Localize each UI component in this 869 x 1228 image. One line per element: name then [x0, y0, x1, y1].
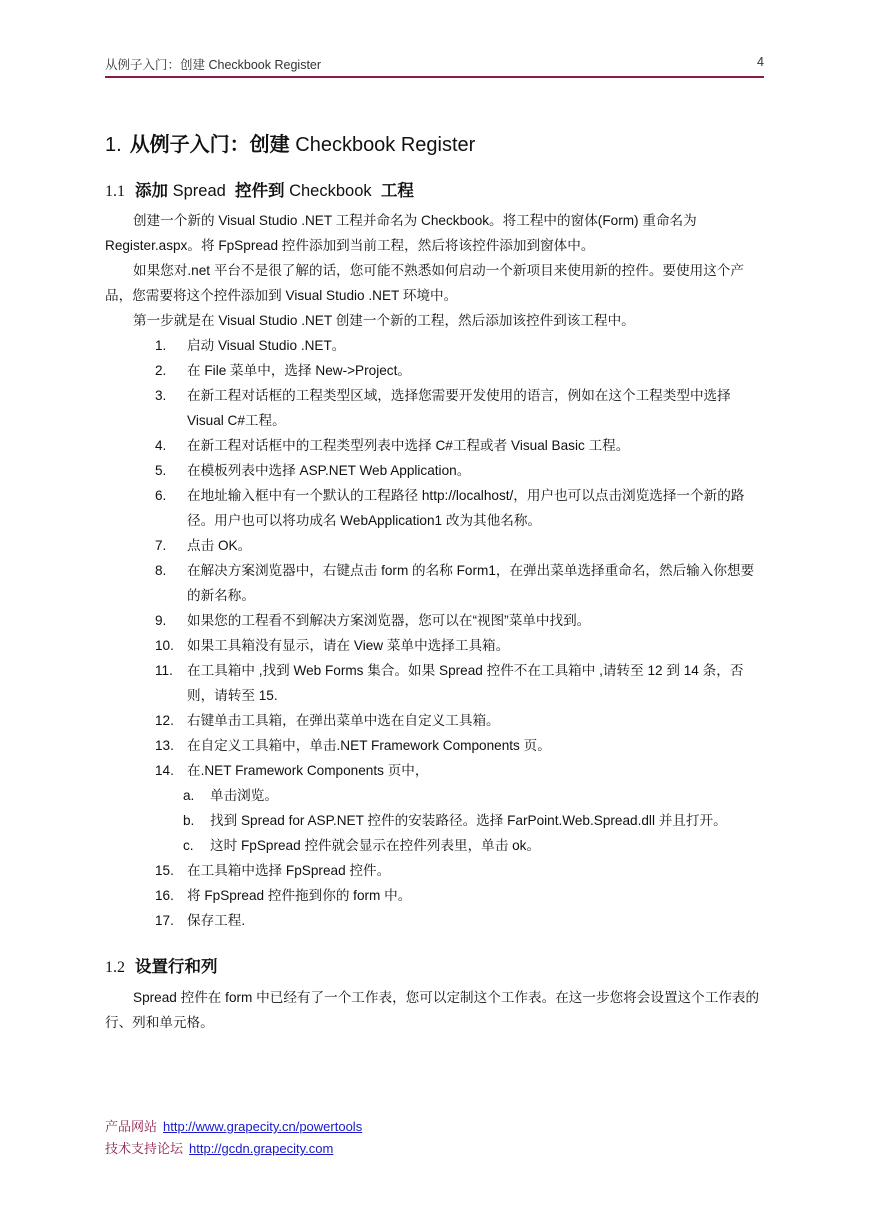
list-item	[105, 608, 765, 633]
list-item	[105, 908, 765, 933]
paragraph	[105, 985, 765, 1035]
list-number: 10.	[155, 638, 174, 653]
footer-forum-link[interactable]: http://gcdn.grapecity.com	[189, 1141, 334, 1156]
list-text: 右键单击工具箱，在弹出菜单中选在自定义工具箱。	[187, 713, 500, 728]
list-item	[105, 633, 765, 658]
section-title-bold: 从例子入门：创建	[129, 134, 290, 156]
subsection-title: 设置行和列	[135, 958, 218, 976]
list-item	[105, 358, 765, 383]
sub-list-item	[105, 783, 765, 808]
list-text: 在新工程对话框的工程类型区域，选择您需要开发使用的语言，例如在这个工程类型中选择 Visual C#工程。	[187, 388, 731, 428]
paragraph-text: Spread 控件在 form 中已经有了一个工作表，您可以定制这个工作表。在这一步您将会设置这个工作表的行、列和单元格。	[105, 990, 760, 1030]
sub-list-letter: c.	[183, 838, 194, 853]
page-number: 4	[757, 55, 764, 69]
sub-list-letter: b.	[183, 813, 195, 828]
list-item	[105, 483, 765, 533]
paragraph-text: 第一步就是在 Visual Studio .NET 创建一个新的工程，然后添加该控件到该工程中。	[133, 313, 635, 328]
list-number: 16.	[155, 888, 174, 903]
list-number: 17.	[155, 913, 174, 928]
list-text: 在新工程对话框中的工程类型列表中选择 C#工程或者 Visual Basic 工程。	[187, 438, 630, 453]
header-title: 从例子入门：创建 Checkbook Register	[105, 58, 322, 72]
list-item	[105, 858, 765, 883]
list-item	[105, 558, 765, 608]
paragraph	[105, 258, 765, 308]
list-text: 启动 Visual Studio .NET。	[187, 338, 346, 353]
list-number: 5.	[155, 463, 167, 478]
paragraph	[105, 208, 765, 258]
steps-list	[105, 333, 765, 933]
sub-list-text: 单击浏览。	[210, 788, 278, 803]
list-item	[105, 733, 765, 758]
sub-list-item	[105, 833, 765, 858]
subsection-heading-1-2	[105, 953, 218, 977]
list-number: 4.	[155, 438, 167, 453]
paragraph-text: 创建一个新的 Visual Studio .NET 工程并命名为 Checkbook。将工程中的窗体(Form) 重命名为 Register.aspx。将 FpSpread 控件添加到当前工程，然后将该控件添加到窗体中。	[105, 213, 697, 253]
list-text: 在模板列表中选择 ASP.NET Web Application。	[187, 463, 471, 478]
footer-site	[105, 1116, 362, 1135]
list-text: 在工具箱中选择 FpSpread 控件。	[187, 863, 391, 878]
section-number: 1.	[105, 134, 122, 156]
subsection-title-part: Checkbook	[289, 182, 372, 200]
list-text: 在 File 菜单中，选择 New->Project。	[187, 363, 411, 378]
list-item	[105, 433, 765, 458]
list-item	[105, 758, 765, 783]
sub-list-text: 这时 FpSpread 控件就会显示在控件列表里，单击 ok。	[210, 838, 541, 853]
list-number: 15.	[155, 863, 174, 878]
list-number: 1.	[155, 338, 167, 353]
list-text: 在自定义工具箱中，单击.NET Framework Components 页。	[187, 738, 551, 753]
sub-list-item	[105, 808, 765, 833]
list-text: 在工具箱中 ,找到 Web Forms 集合。如果 Spread 控件不在工具箱中 ,请转至 12 到 14 条，否则，请转至 15.	[187, 663, 744, 703]
list-item	[105, 333, 765, 358]
list-text: 在地址输入框中有一个默认的工程路径 http://localhost/，用户也可以点击浏览选择一个新的路径。用户也可以将功成名 WebApplication1 改为其他名称。	[187, 488, 745, 528]
list-number: 11.	[155, 663, 173, 678]
section-title-rest: Checkbook Register	[295, 134, 476, 156]
list-number: 6.	[155, 488, 167, 503]
list-item	[105, 458, 765, 483]
list-item	[105, 658, 765, 708]
list-item	[105, 383, 765, 433]
list-number: 2.	[155, 363, 167, 378]
sub-list-letter: a.	[183, 788, 195, 803]
list-text: 在解决方案浏览器中，右键点击 form 的名称 Form1，在弹出菜单选择重命名，然后输入你想要的新名称。	[187, 563, 755, 603]
running-header	[105, 55, 764, 75]
list-text: 保存工程.	[187, 913, 246, 928]
subsection-number: 1.1	[105, 183, 125, 200]
list-text: 如果工具箱没有显示，请在 View 菜单中选择工具箱。	[187, 638, 510, 653]
list-text: 将 FpSpread 控件拖到你的 form 中。	[187, 888, 412, 903]
list-item	[105, 533, 765, 558]
list-number: 14.	[155, 763, 174, 778]
footer-forum-label: 技术支持论坛	[105, 1141, 184, 1156]
list-number: 3.	[155, 388, 167, 403]
list-number: 8.	[155, 563, 167, 578]
subsection-title-part: Spread	[172, 182, 226, 200]
paragraph	[105, 308, 765, 333]
footer-forum	[105, 1138, 333, 1157]
subsection-title-part: 控件到	[234, 182, 285, 200]
list-text: 点击 OK。	[187, 538, 252, 553]
sub-list-text: 找到 Spread for ASP.NET 控件的安装路径。选择 FarPoint.Web.Spread.dll 并且打开。	[210, 813, 727, 828]
list-number: 7.	[155, 538, 167, 553]
header-divider	[105, 76, 764, 78]
subsection-title-part: 工程	[380, 182, 414, 200]
list-number: 12.	[155, 713, 174, 728]
list-item	[105, 708, 765, 733]
subsection-number: 1.2	[105, 959, 125, 976]
subsection-heading-1-1	[105, 177, 414, 201]
list-text: 在.NET Framework Components 页中，	[187, 763, 429, 778]
paragraph-text: 如果您对.net 平台不是很了解的话，您可能不熟悉如何启动一个新项目来使用新的控件。要使用这个产品，您需要将这个控件添加到 Visual Studio .NET 环境中。	[105, 263, 744, 303]
list-number: 9.	[155, 613, 167, 628]
list-item	[105, 883, 765, 908]
footer-site-label: 产品网站	[105, 1119, 158, 1134]
list-text: 如果您的工程看不到解决方案浏览器，您可以在“视图”菜单中找到。	[187, 613, 591, 628]
footer-site-link[interactable]: http://www.grapecity.cn/powertools	[163, 1119, 363, 1134]
subsection-title-part: 添加	[135, 182, 168, 200]
list-number: 13.	[155, 738, 174, 753]
section-heading	[105, 128, 475, 157]
